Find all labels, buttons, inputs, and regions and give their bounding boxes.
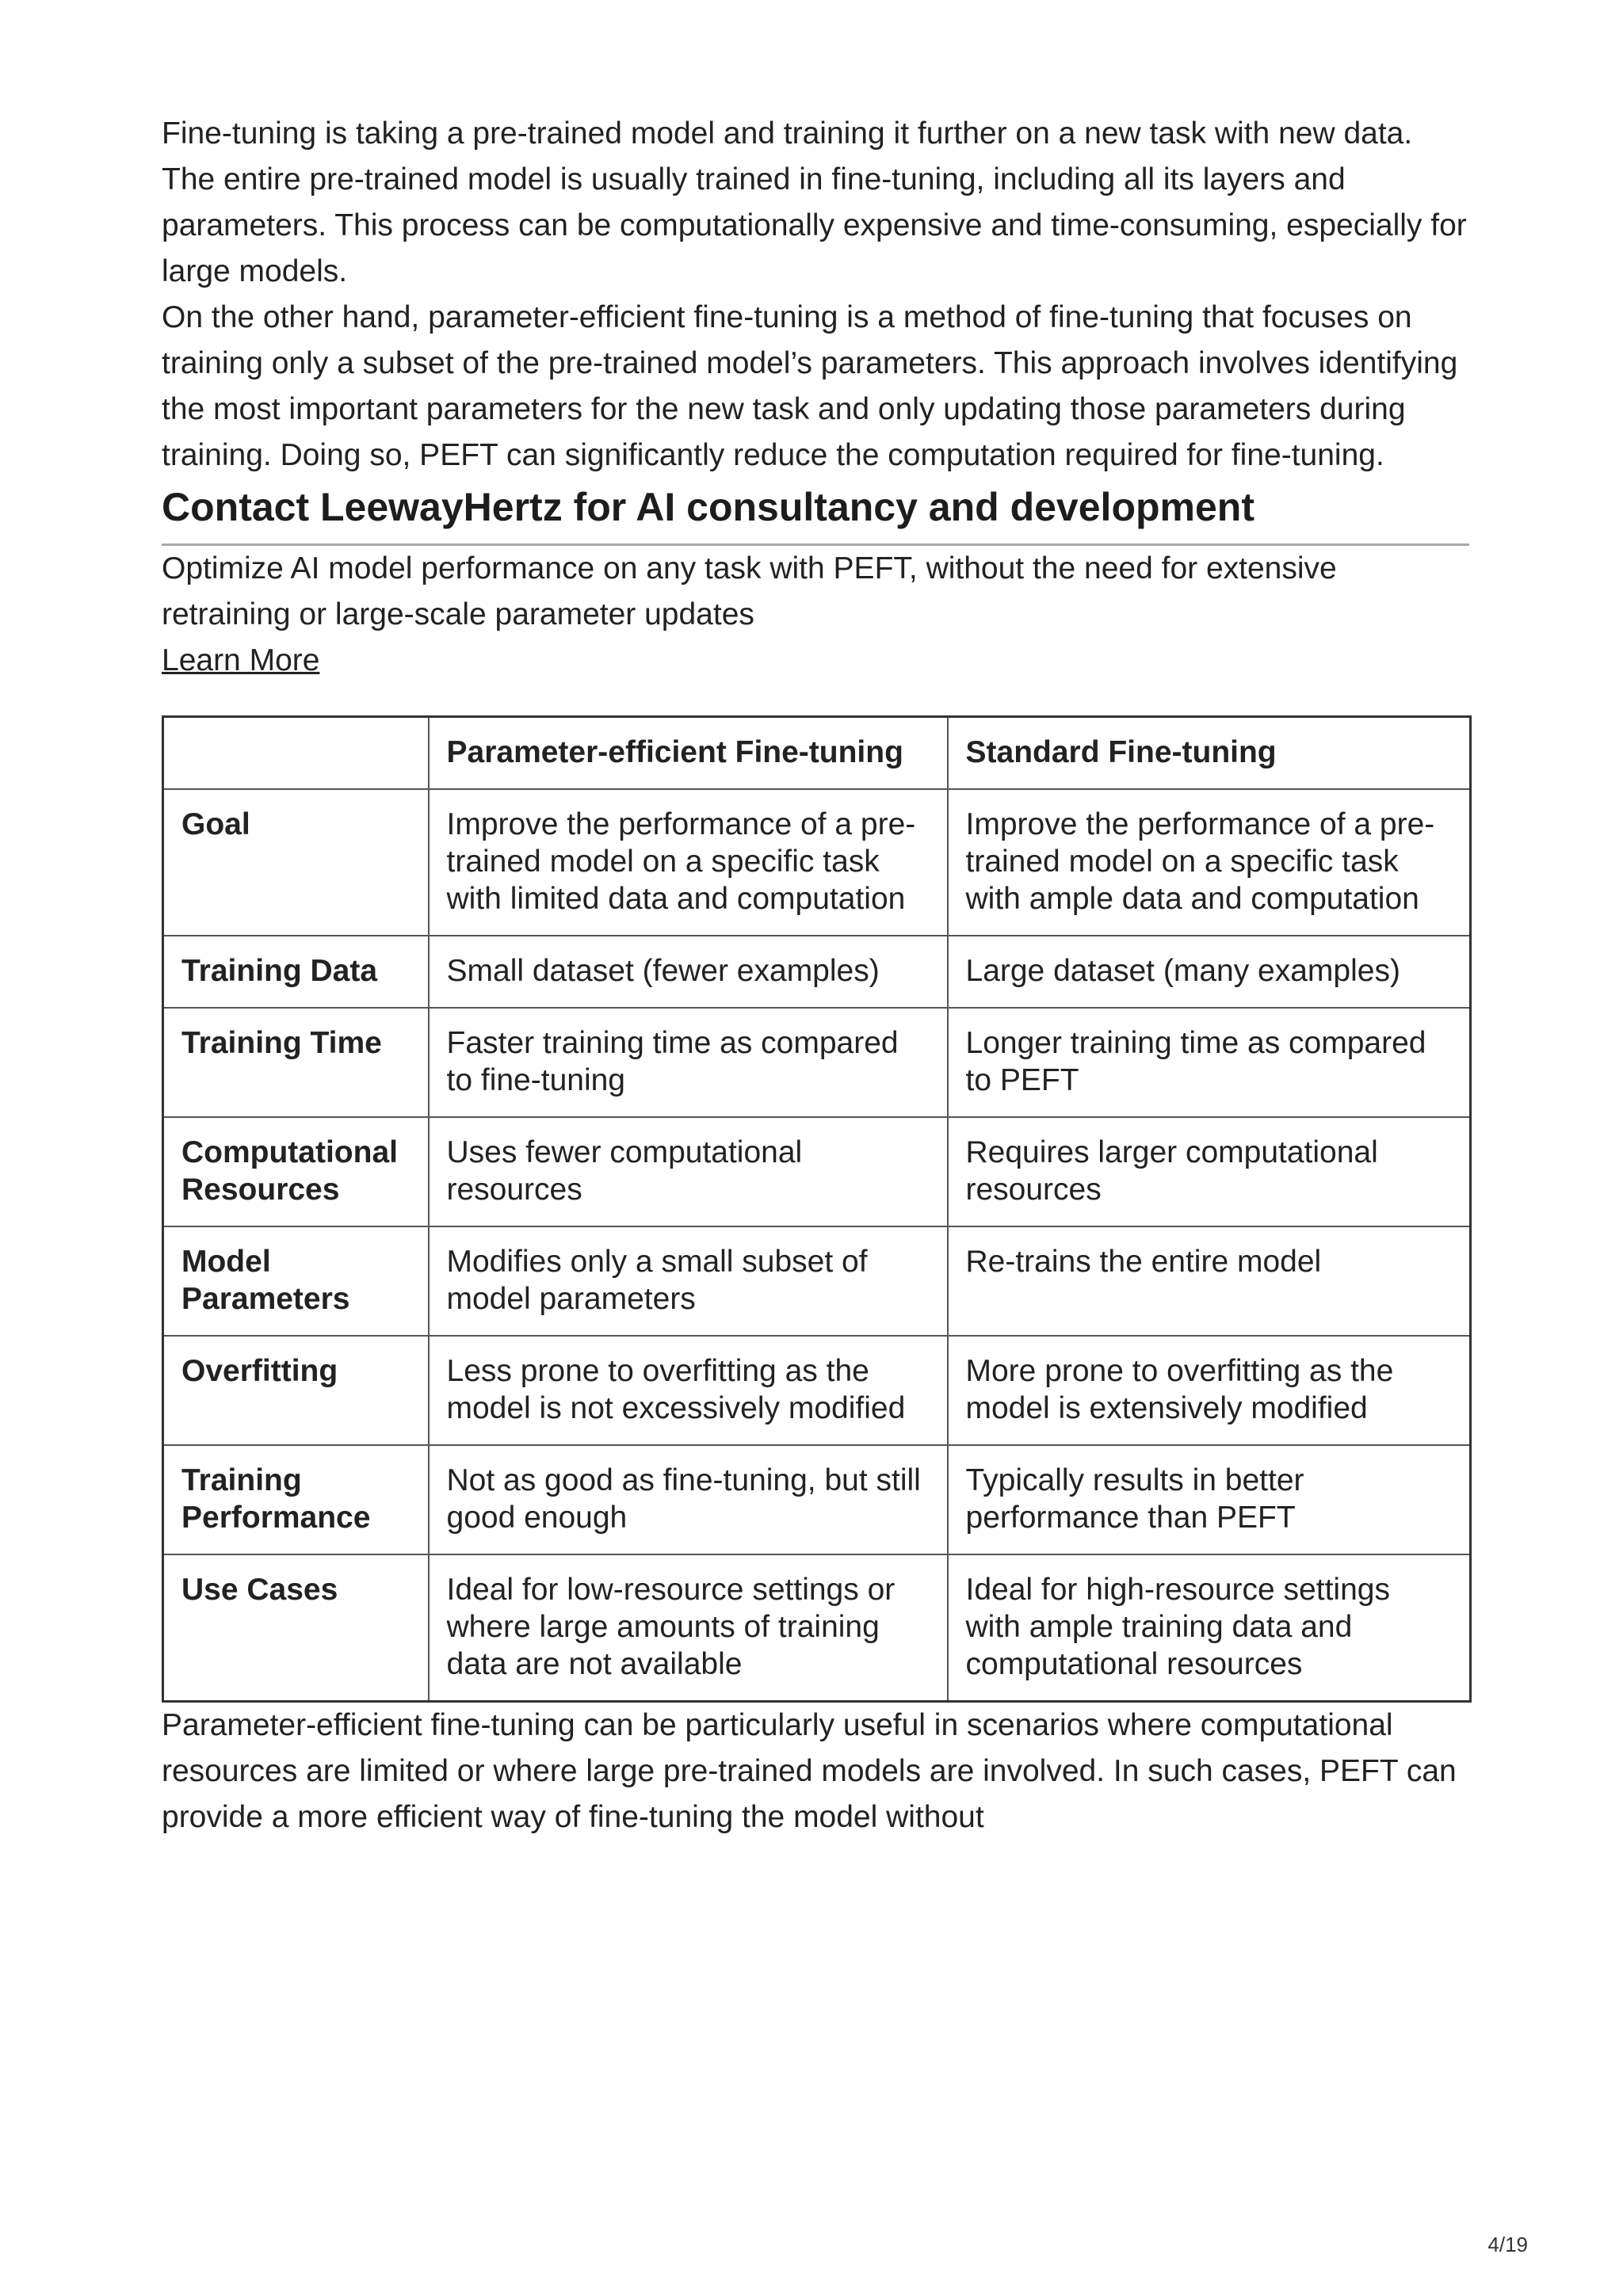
peft-cell: Ideal for low-resource settings or where large amounts of training data are not available [429,1554,948,1702]
table-row [163,1008,1471,1117]
table-row [163,789,1471,936]
table-row [163,936,1471,1008]
standard-cell: Longer training time as compared to PEFT [948,1008,1471,1117]
row-label: Overfitting [163,1336,429,1445]
comparison-table [162,715,1472,1703]
learn-more-link[interactable]: Learn More [162,643,320,677]
standard-cell: Requires larger computational resources [948,1117,1471,1226]
standard-cell: Re-trains the entire model [948,1226,1471,1336]
peft-cell: Less prone to overfitting as the model is not excessively modified [429,1336,948,1445]
table-header-peft: Parameter-efficient Fine-tuning [429,717,948,790]
standard-cell: Improve the performance of a pre-trained model on a specific task with ample data and computation [948,789,1471,936]
intro-paragraph-2: On the other hand, parameter-efficient fine-tuning is a method of fine-tuning that focuses on training only a subset of the pre-trained model’s parameters. This approach involves identifying the most important parameters for the new task and only updating those parameters during training. Doing so, PEFT can significantly reduce the computation required for fine-tuning. [162,300,1458,472]
table-header-row [163,717,1471,790]
table-header-empty [163,717,429,790]
standard-cell: Typically results in better performance than PEFT [948,1445,1471,1554]
row-label: Computational Resources [163,1117,429,1226]
cta-heading: Contact LeewayHertz for AI consultancy and development [162,479,1469,546]
row-label: Goal [163,789,429,936]
row-label: Use Cases [163,1554,429,1702]
cta-description: Optimize AI model performance on any task with PEFT, without the need for extensive retraining or large-scale parameter updates [162,551,1337,631]
row-label: Training Time [163,1008,429,1117]
table-row [163,1117,1471,1226]
peft-cell: Not as good as fine-tuning, but still good enough [429,1445,948,1554]
row-label: Training Performance [163,1445,429,1554]
standard-cell: More prone to overfitting as the model is extensively modified [948,1336,1471,1445]
intro-paragraph-1: Fine-tuning is taking a pre-trained model and training it further on a new task with new data. The entire pre-trained model is usually trained in fine-tuning, including all its layers and parameters. This process can be computationally expensive and time-consuming, especially for large models. [162,116,1467,288]
standard-cell: Large dataset (many examples) [948,936,1471,1008]
table-row [163,1226,1471,1336]
peft-cell: Uses fewer computational resources [429,1117,948,1226]
document-page [162,111,1469,1840]
table-header-standard: Standard Fine-tuning [948,717,1471,790]
table-row [163,1445,1471,1554]
table-row [163,1336,1471,1445]
outro-paragraph: Parameter-efficient fine-tuning can be particularly useful in scenarios where computational resources are limited or where large pre-trained models are involved. In such cases, PEFT can provide a more efficient way of fine-tuning the model without [162,1708,1457,1834]
peft-cell: Modifies only a small subset of model parameters [429,1226,948,1336]
row-label: Model Parameters [163,1226,429,1336]
peft-cell: Small dataset (fewer examples) [429,936,948,1008]
standard-cell: Ideal for high-resource settings with ample training data and computational resources [948,1554,1471,1702]
page-number: 4/19 [1487,2233,1528,2256]
peft-cell: Improve the performance of a pre-trained model on a specific task with limited data and computation [429,789,948,936]
row-label: Training Data [163,936,429,1008]
peft-cell: Faster training time as compared to fine-tuning [429,1008,948,1117]
table-row [163,1554,1471,1702]
